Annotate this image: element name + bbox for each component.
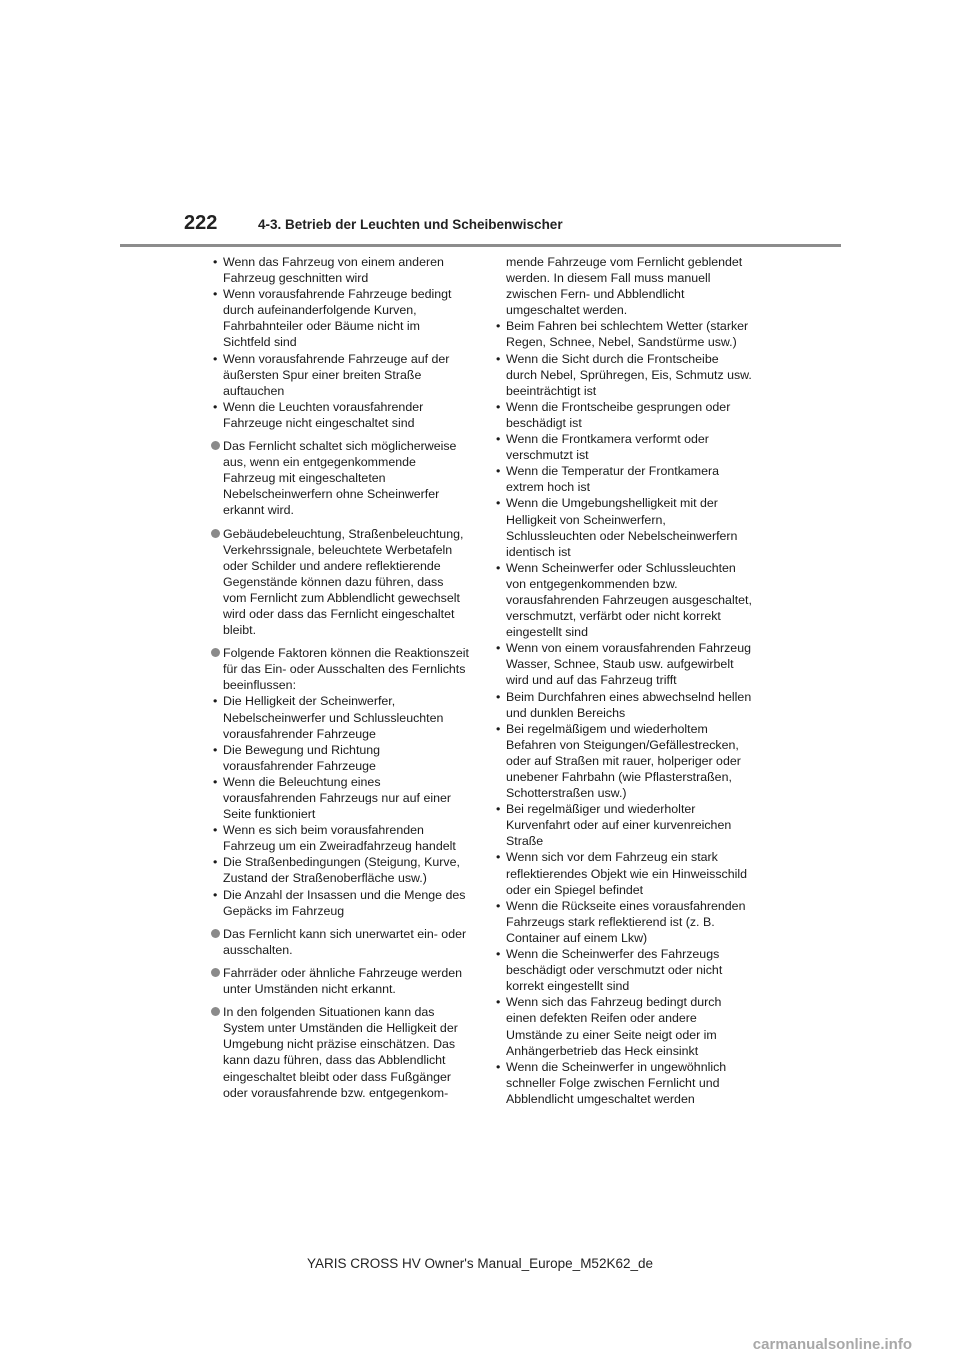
bullet-list bbox=[211, 693, 469, 918]
note-paragraph: Fahrräder oder ähnliche Fahrzeuge werden unter Umständen nicht erkannt. bbox=[211, 965, 469, 997]
header-divider bbox=[120, 244, 841, 247]
list-item: • Die Anzahl der Insassen und die Menge des Gepäcks im Fahrzeug bbox=[213, 887, 466, 918]
list-item: • Beim Fahren bei schlechtem Wetter (starker Regen, Schnee, Nebel, Sandstürme usw.) bbox=[496, 319, 749, 350]
bullet-mark: • bbox=[496, 947, 501, 962]
list-item: • Wenn es sich beim vorausfahrenden Fahrzeug um ein Zweiradfahrzeug handelt bbox=[213, 823, 456, 854]
list-item: • Wenn die Scheinwerfer des Fahrzeugs beschädigt oder verschmutzt oder nicht korrekt eingestellt sind bbox=[496, 947, 723, 994]
circle-bullet-icon bbox=[211, 968, 220, 977]
bullet-mark: • bbox=[496, 432, 501, 447]
bullet-mark: • bbox=[496, 351, 501, 366]
bullet-mark: • bbox=[213, 774, 218, 789]
bullet-mark: • bbox=[496, 399, 501, 414]
list-item: • Wenn die Sicht durch die Frontscheibe durch Nebel, Sprühregen, Eis, Schmutz usw. beeinträchtigt ist bbox=[496, 351, 752, 398]
left-column bbox=[211, 254, 469, 1108]
bullet-mark: • bbox=[213, 742, 218, 757]
note-paragraph: Folgende Faktoren können die Reaktionszeit für das Ein- oder Ausschalten des Fernlichts beeinflussen: • Die Helligkeit der Scheinwerfer, Nebelscheinwerfer und Schlussleuchten vorausfahrender Fahrzeuge • Die Bewegung und Richtung vorausfahrender Fahrzeuge • Wenn die Beleuchtung eines vorausfahrenden Fahrzeugs nur auf einer Seite funktioniert • Wenn es sich beim vorausfahrenden Fahrzeug um ein Zweiradfahrzeug handelt • Die Straßenbedingungen (Steigung, Kurve, Zustand der Straßenoberfläche usw.) • Die Anzahl der Insassen und die Menge des Gepäcks im Fahrzeug bbox=[213, 646, 469, 918]
bullet-list bbox=[211, 254, 469, 431]
section-title: 4-3. Betrieb der Leuchten und Scheibenwischer bbox=[258, 217, 563, 232]
bullet-mark: • bbox=[496, 802, 501, 817]
circle-bullet-icon bbox=[211, 648, 220, 657]
bullet-mark: • bbox=[496, 1059, 501, 1074]
bullet-mark: • bbox=[496, 721, 501, 736]
list-item: • Wenn die Frontkamera verformt oder verschmutzt ist bbox=[496, 432, 709, 463]
bullet-mark: • bbox=[496, 995, 501, 1010]
list-item: • Wenn die Umgebungshelligkeit mit der Helligkeit von Scheinwerfern, Schlussleuchten oder Nebelscheinwerfern identisch ist bbox=[496, 496, 738, 559]
bullet-mark: • bbox=[496, 464, 501, 479]
circle-bullet-icon bbox=[211, 1007, 220, 1016]
list-item: • Bei regelmäßigem und wiederholtem Befahren von Steigungen/Gefällestrecken, oder auf Straßen mit rauer, holperiger oder unebener Fahrbahn (wie Pflasterstraßen, Schotterstraßen usw.) bbox=[496, 721, 741, 801]
bullet-mark: • bbox=[496, 689, 501, 704]
right-column bbox=[494, 254, 752, 1114]
list-item: • Die Bewegung und Richtung vorausfahrender Fahrzeuge bbox=[213, 742, 381, 773]
bullet-mark: • bbox=[213, 255, 218, 269]
list-item: • Wenn sich das Fahrzeug bedingt durch einen defekten Reifen oder andere Umstände zu einer Seite neigt oder im Anhängerbetrieb das Heck einsinkt bbox=[496, 995, 722, 1058]
bullet-mark: • bbox=[213, 287, 218, 302]
list-item: • Wenn die Rückseite eines vorausfahrenden Fahrzeugs stark reflektierend ist (z. B. Container auf einem Lkw) bbox=[496, 898, 746, 945]
list-item: • Wenn die Scheinwerfer in ungewöhnlich schneller Folge zwischen Fernlicht und Abblendlicht umgeschaltet werden bbox=[496, 1059, 727, 1106]
bullet-mark: • bbox=[213, 399, 218, 414]
bullet-mark: • bbox=[213, 887, 218, 902]
list-item: • Die Helligkeit der Scheinwerfer, Nebelscheinwerfer und Schlussleuchten vorausfahrender Fahrzeuge bbox=[213, 694, 444, 741]
list-item: • Wenn Scheinwerfer oder Schlussleuchten von entgegenkommenden bzw. vorausfahrenden Fahrzeugen ausgeschaltet, verschmutzt, verfärbt oder nicht korrekt eingestellt sind bbox=[496, 560, 752, 640]
circle-bullet-icon bbox=[211, 529, 220, 538]
bullet-mark: • bbox=[496, 496, 501, 511]
note-paragraph: Das Fernlicht kann sich unerwartet ein- oder ausschalten. bbox=[211, 926, 469, 958]
note-paragraph: In den folgenden Situationen kann das System unter Umständen die Helligkeit der Umgebung nicht präzise einschätzen. Das kann dazu führen, dass das Abblendlicht eingeschaltet bleibt oder dass Fußgänger oder vorausfahrende bzw. entgegenkom- bbox=[211, 1004, 469, 1101]
bullet-mark: • bbox=[213, 855, 218, 870]
continued-paragraph bbox=[494, 254, 752, 1107]
watermark: carmanualsonline.info bbox=[752, 1336, 912, 1353]
note-paragraph: Gebäudebeleuchtung, Straßenbeleuchtung, Verkehrssignale, beleuchtete Werbetafeln oder Schilder und andere reflektierende Gegenstände können dazu führen, dass vom Fernlicht zum Abblendlicht gewechselt wird oder dass das Fernlicht eingeschaltet bleibt. bbox=[211, 526, 469, 639]
list-item: • Wenn das Fahrzeug von einem anderen Fahrzeug geschnitten wird bbox=[213, 255, 444, 286]
bullet-mark: • bbox=[213, 694, 218, 709]
list-item: • Wenn die Beleuchtung eines vorausfahrenden Fahrzeugs nur auf einer Seite funktioniert bbox=[213, 774, 451, 822]
note-paragraph: Das Fernlicht schaltet sich möglicherweise aus, wenn ein entgegenkommende Fahrzeug mit eingeschalteten Nebelscheinwerfern ohne Scheinwerfer erkannt wird. bbox=[211, 438, 469, 518]
bullet-list bbox=[494, 318, 752, 1107]
bullet-mark: • bbox=[496, 319, 501, 334]
page-number: 222 bbox=[184, 212, 218, 234]
list-item: • Wenn die Temperatur der Frontkamera extrem hoch ist bbox=[496, 464, 720, 495]
bullet-mark: • bbox=[496, 898, 501, 913]
list-item: • Wenn die Leuchten vorausfahrender Fahrzeuge nicht eingeschaltet sind bbox=[213, 399, 424, 430]
bullet-mark: • bbox=[213, 351, 218, 366]
circle-bullet-icon bbox=[211, 441, 220, 450]
list-item: • Wenn von einem vorausfahrenden Fahrzeug Wasser, Schnee, Staub usw. aufgewirbelt wird und auf das Fahrzeug trifft bbox=[496, 641, 751, 688]
bullet-mark: • bbox=[496, 850, 501, 865]
list-item: • Bei regelmäßiger und wiederholter Kurvenfahrt oder auf einer kurvenreichen Straße bbox=[496, 802, 732, 849]
circle-bullet-icon bbox=[211, 929, 220, 938]
left-block-1 bbox=[211, 254, 469, 431]
bullet-mark: • bbox=[496, 641, 501, 656]
footer-manual-name: YARIS CROSS HV Owner's Manual_Europe_M52K62_de bbox=[307, 1256, 653, 1271]
list-item: • Die Straßenbedingungen (Steigung, Kurve, Zustand der Straßenoberfläche usw.) bbox=[213, 855, 460, 886]
list-item: • Wenn vorausfahrende Fahrzeuge auf der äußersten Spur einer breiten Straße auftauchen bbox=[213, 351, 450, 398]
list-item: • Wenn sich vor dem Fahrzeug ein stark reflektierendes Objekt wie ein Hinweisschild oder ein Spiegel befindet bbox=[496, 850, 748, 897]
bullet-mark: • bbox=[496, 560, 501, 575]
list-item: • Beim Durchfahren eines abwechselnd hellen und dunklen Bereichs bbox=[496, 689, 752, 720]
bullet-mark: • bbox=[213, 823, 218, 838]
list-item: • Wenn vorausfahrende Fahrzeuge bedingt durch aufeinanderfolgende Kurven, Fahrbahnteiler oder Bäume nicht im Sichtfeld sind bbox=[213, 287, 452, 350]
list-item: • Wenn die Frontscheibe gesprungen oder beschädigt ist bbox=[496, 399, 731, 430]
continued-text: mende Fahrzeuge vom Fernlicht geblendet werden. In diesem Fall muss manuell zwischen Fern- und Abblendlicht umgeschaltet werden. bbox=[506, 255, 743, 318]
